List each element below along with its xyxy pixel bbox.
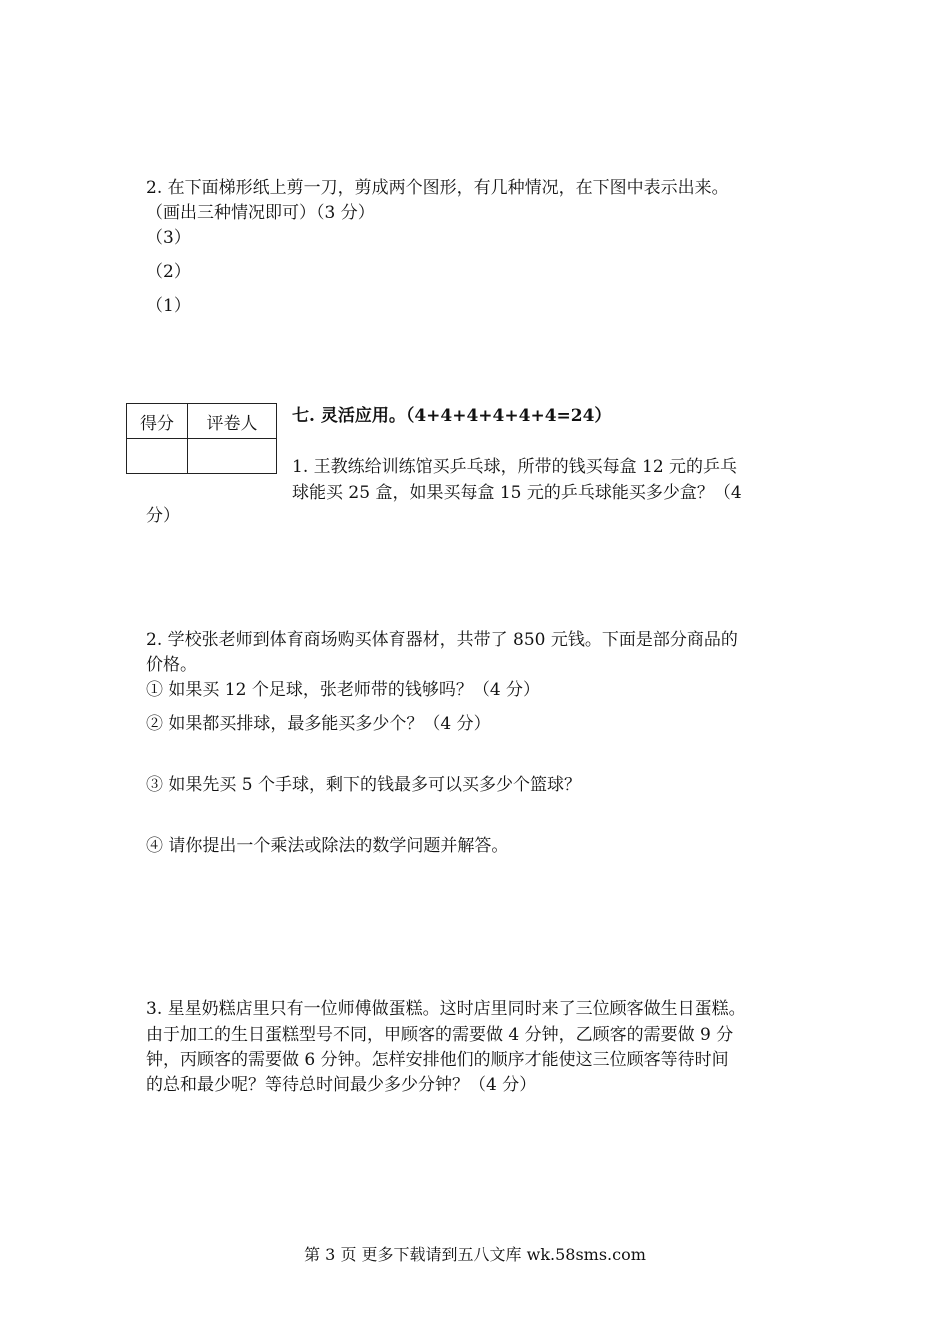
question-7-1-line-2: 球能买 25 盒，如果买每盒 15 元的乒乓球能买多少盒？（4 (292, 483, 742, 503)
question-7-2-line-1: 2. 学校张老师到体育商场购买体育器材，共带了 850 元钱。下面是部分商品的 (146, 630, 738, 650)
grader-cell (188, 439, 277, 474)
score-header: 得分 (127, 404, 188, 439)
page-footer: 第 3 页 更多下载请到五八文库 wk.58sms.com (304, 1245, 646, 1264)
question-6-2-line-2: （画出三种情况即可）（3 分） (146, 203, 375, 223)
option-3-label: （3） (146, 228, 191, 248)
question-7-2-line-2: 价格。 (146, 655, 197, 675)
score-table (126, 403, 277, 474)
question-7-2-part-b: ② 如果都买排球，最多能买多少个？（4 分） (146, 714, 491, 734)
question-6-2-line-1: 2. 在下面梯形纸上剪一刀，剪成两个图形，有几种情况，在下图中表示出来。 (146, 178, 729, 198)
section-7-title: 七. 灵活应用。（4+4+4+4+4+4=24） (292, 406, 612, 426)
score-cell (127, 439, 188, 474)
option-1-label: （1） (146, 296, 191, 316)
question-7-3-line-3: 钟，丙顾客的需要做 6 分钟。怎样安排他们的顺序才能使这三位顾客等待时间 (146, 1050, 729, 1070)
question-7-1-line-3: 分） (146, 506, 180, 526)
question-7-3-line-1: 3. 星星奶糕店里只有一位师傅做蛋糕。这时店里同时来了三位顾客做生日蛋糕。 (146, 999, 746, 1019)
question-7-2-part-d: ④ 请你提出一个乘法或除法的数学问题并解答。 (146, 836, 509, 856)
grader-header: 评卷人 (188, 404, 277, 439)
question-7-2-part-a: ① 如果买 12 个足球，张老师带的钱够吗？（4 分） (146, 680, 541, 700)
question-7-3-line-2: 由于加工的生日蛋糕型号不同，甲顾客的需要做 4 分钟，乙顾客的需要做 9 分 (146, 1025, 734, 1045)
option-2-label: （2） (146, 262, 191, 282)
question-7-3-line-4: 的总和最少呢？等待总时间最少多少分钟？（4 分） (146, 1075, 537, 1095)
question-7-2-part-c: ③ 如果先买 5 个手球，剩下的钱最多可以买多少个篮球？ (146, 775, 582, 795)
question-7-1-line-1: 1. 王教练给训练馆买乒乓球，所带的钱买每盒 12 元的乒乓 (292, 457, 738, 477)
